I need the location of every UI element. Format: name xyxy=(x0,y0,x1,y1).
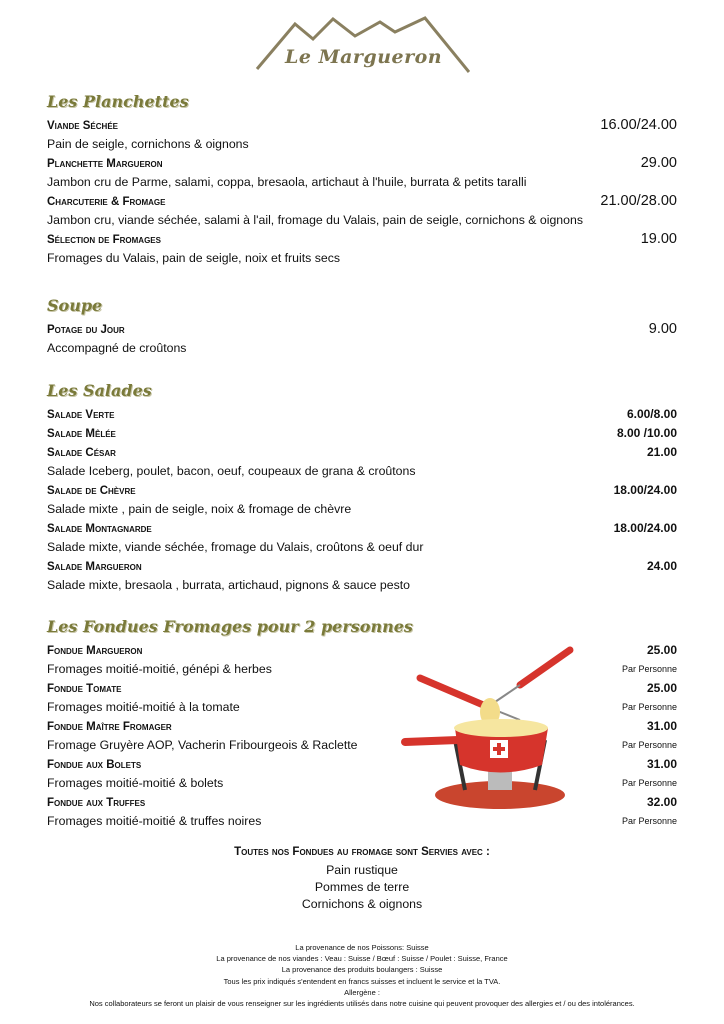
section-soupe xyxy=(47,296,677,358)
menu-item xyxy=(47,443,677,481)
price-unit: Par Personne xyxy=(621,740,677,750)
menu-item-row xyxy=(47,443,677,462)
footer-line: Tous les prix indiqués s'entendent en francs suisses et incluent le service et la TVA. xyxy=(223,976,501,986)
item-name: Charcuterie & Fromage xyxy=(47,196,166,208)
item-name: Salade Montagnarde xyxy=(47,523,152,535)
item-name: Salade César xyxy=(47,447,116,459)
menu-item-row xyxy=(47,481,677,500)
section-title: Les Fondues Fromages pour 2 personnes xyxy=(47,617,413,636)
item-name: Fondue Margueron xyxy=(47,645,143,657)
item-name: Fondue Tomate xyxy=(47,683,122,695)
item-price: 32.00 xyxy=(646,795,677,809)
menu-item xyxy=(47,481,677,519)
item-price: 21.00/28.00 xyxy=(600,193,677,209)
menu-item-row xyxy=(47,405,677,424)
served-item: Pain rustique xyxy=(326,863,398,877)
section-title: Les Planchettes xyxy=(47,92,189,111)
menu-item xyxy=(47,557,677,595)
menu-item xyxy=(47,192,677,230)
section-salades xyxy=(47,381,677,595)
served-item: Pommes de terre xyxy=(314,880,410,894)
item-name: Salade Verte xyxy=(47,409,115,421)
item-description: Fromages moitié-moitié & bolets xyxy=(47,776,224,790)
item-name: Potage du Jour xyxy=(47,324,125,336)
item-name: Fondue Maître Fromager xyxy=(47,721,172,733)
item-description: Fromages moitié-moitié à la tomate xyxy=(47,700,240,714)
menu-item xyxy=(47,154,677,192)
menu-item xyxy=(47,320,677,358)
menu-item-row xyxy=(47,192,677,211)
footer-line: La provenance de nos viandes : Veau : Suisse / Bœuf : Suisse / Poulet : Suisse, France xyxy=(216,954,508,964)
item-description: Salade mixte , pain de seigle, noix & fromage de chèvre xyxy=(47,502,352,516)
item-name: Salade Mêlée xyxy=(47,428,116,440)
item-name: Viande Séchée xyxy=(47,120,118,132)
section-planchettes xyxy=(47,92,677,268)
item-price: 9.00 xyxy=(648,321,677,337)
price-unit: Par Personne xyxy=(621,778,677,788)
served-with-title: Toutes nos Fondues au fromage sont Servies avec : xyxy=(234,846,490,858)
item-description: Fromages moitié-moitié & truffes noires xyxy=(47,814,262,828)
menu-item-desc-row xyxy=(47,249,677,268)
item-description: Salade mixte, viande séchée, fromage du Valais, croûtons & oeuf dur xyxy=(47,540,424,554)
menu-item-desc-row xyxy=(47,462,677,481)
section-title: Soupe xyxy=(47,296,103,315)
item-description: Pain de seigle, cornichons & oignons xyxy=(47,137,249,151)
item-price: 19.00 xyxy=(640,231,677,247)
item-name: Fondue aux Bolets xyxy=(47,759,142,771)
menu-item-row xyxy=(47,116,677,135)
menu-item-row xyxy=(47,320,677,339)
menu-item xyxy=(47,405,677,424)
item-description: Jambon cru de Parme, salami, coppa, bresaola, artichaut à l'huile, burrata & petits taralli xyxy=(47,175,527,189)
item-price: 25.00 xyxy=(646,643,677,657)
item-name: Salade de Chèvre xyxy=(47,485,136,497)
menu-item-row xyxy=(47,424,677,443)
footer-line: La provenance de nos Poissons: Suisse xyxy=(295,943,429,952)
menu-item-row xyxy=(47,230,677,249)
section-title: Les Salades xyxy=(47,381,152,400)
item-name: Salade Margueron xyxy=(47,561,142,573)
menu-item-row xyxy=(47,519,677,538)
footer-line: La provenance des produits boulangers : Suisse xyxy=(281,965,443,975)
item-price: 16.00/24.00 xyxy=(600,117,677,133)
item-price: 21.00 xyxy=(646,445,677,459)
menu-item xyxy=(47,519,677,557)
item-description: Accompagné de croûtons xyxy=(47,341,187,355)
item-description: Jambon cru, viande séchée, salami à l'ail, fromage du Valais, pain de seigle, cornichons & oignons xyxy=(47,213,583,227)
menu-item-desc-row xyxy=(47,500,677,519)
item-description: Fromages du Valais, pain de seigle, noix et fruits secs xyxy=(47,251,340,265)
item-price: 29.00 xyxy=(640,155,677,171)
menu-item-row xyxy=(47,154,677,173)
item-price: 24.00 xyxy=(646,559,677,573)
menu-item-desc-row xyxy=(47,173,677,192)
item-price: 18.00/24.00 xyxy=(613,483,677,497)
fondue-pot-illustration-icon xyxy=(400,640,585,815)
menu-item xyxy=(47,230,677,268)
item-price: 31.00 xyxy=(646,719,677,733)
item-price: 6.00/8.00 xyxy=(626,407,677,421)
served-item: Cornichons & oignons xyxy=(301,897,423,911)
item-price: 18.00/24.00 xyxy=(613,521,677,535)
menu-item xyxy=(47,116,677,154)
footer-line: Nos collaborateurs se feront un plaisir de vous renseigner sur les ingrédients utilisés dans notre cuisine qui peuvent provoquer des allergies et / ou des intolérances. xyxy=(89,999,635,1009)
item-name: Planchette Margueron xyxy=(47,158,163,170)
item-description: Salade mixte, bresaola , burrata, artichaud, pignons & sauce pesto xyxy=(47,578,410,592)
footer-line: Allergène : xyxy=(344,987,380,997)
item-price: 25.00 xyxy=(646,681,677,695)
price-unit: Par Personne xyxy=(621,816,677,826)
item-name: Sélection de Fromages xyxy=(47,234,161,246)
item-price: 31.00 xyxy=(646,757,677,771)
item-description: Fromages moitié-moitié, génépi & herbes xyxy=(47,662,272,676)
menu-item-row xyxy=(47,557,677,576)
item-name: Fondue aux Truffes xyxy=(47,797,146,809)
menu-item-desc-row xyxy=(47,339,677,358)
menu-item-desc-row xyxy=(47,135,677,154)
price-unit: Par Personne xyxy=(621,664,677,674)
brand-logo: Le Margueron xyxy=(285,46,443,68)
menu-item-desc-row xyxy=(47,211,677,230)
menu-item-desc-row xyxy=(47,538,677,557)
item-description: Salade Iceberg, poulet, bacon, oeuf, coupeaux de grana & croûtons xyxy=(47,464,416,478)
price-unit: Par Personne xyxy=(621,702,677,712)
menu-item-desc-row xyxy=(47,576,677,595)
item-price: 8.00 /10.00 xyxy=(616,426,677,440)
menu-item xyxy=(47,424,677,443)
item-description: Fromage Gruyère AOP, Vacherin Fribourgeois & Raclette xyxy=(47,738,358,752)
